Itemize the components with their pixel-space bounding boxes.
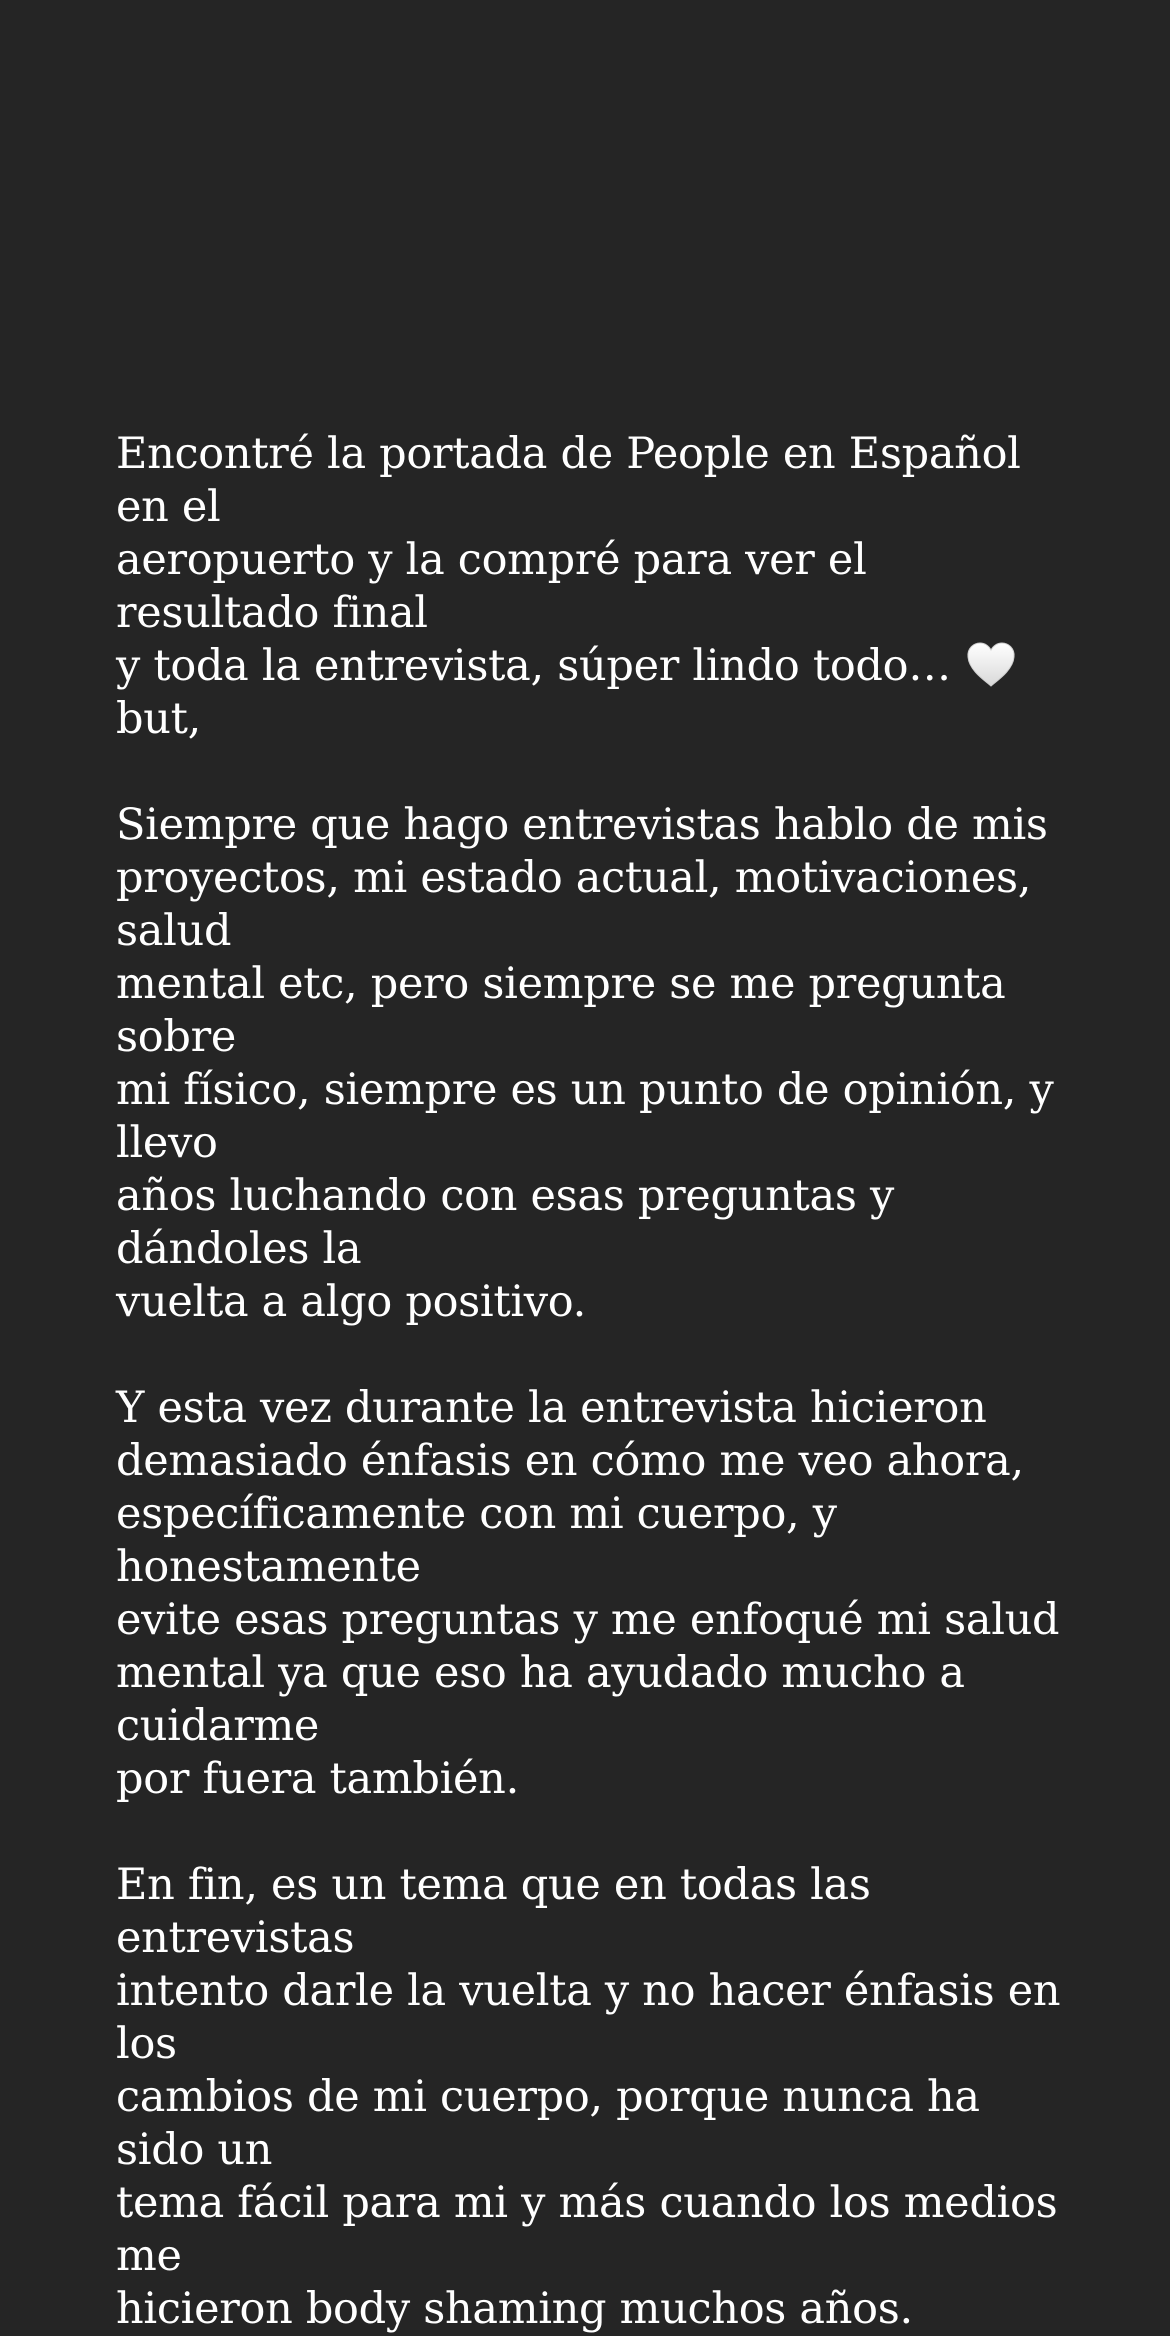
paragraph-1-text: Encontré la portada de People en Español en el aeropuerto y la compré para ver el resultado final y toda la entrevista, súper lindo todo… (116, 429, 1021, 691)
story-paragraph-3: Y esta vez durante la entrevista hicieron demasiado énfasis en cómo me veo ahora, específicamente con mi cuerpo, y honestamente evite esas preguntas y me enfoqué mi salud mental ya que eso ha ayudado mucho a cuidarme por fuera también. (116, 1383, 1060, 1804)
story-paragraph-2: Siempre que hago entrevistas hablo de mis proyectos, mi estado actual, motivaciones, salud mental etc, pero siempre se me pregunta sobre mi físico, siempre es un punto de opinión, y llevo años luchando con esas preguntas y dándoles la vuelta a algo positivo. (116, 800, 1054, 1327)
paragraph-1-tail: but, (116, 641, 1032, 744)
story-text-block (116, 428, 1076, 2336)
story-paragraph-1 (116, 428, 1076, 746)
white-heart-icon (966, 642, 1016, 688)
story-paragraph-4: En fin, es un tema que en todas las entrevistas intento darle la vuelta y no hacer énfasis en los cambios de mi cuerpo, porque nunca ha sido un tema fácil para mi y más cuando los medios me hicieron body shaming muchos años. (116, 1860, 1061, 2334)
